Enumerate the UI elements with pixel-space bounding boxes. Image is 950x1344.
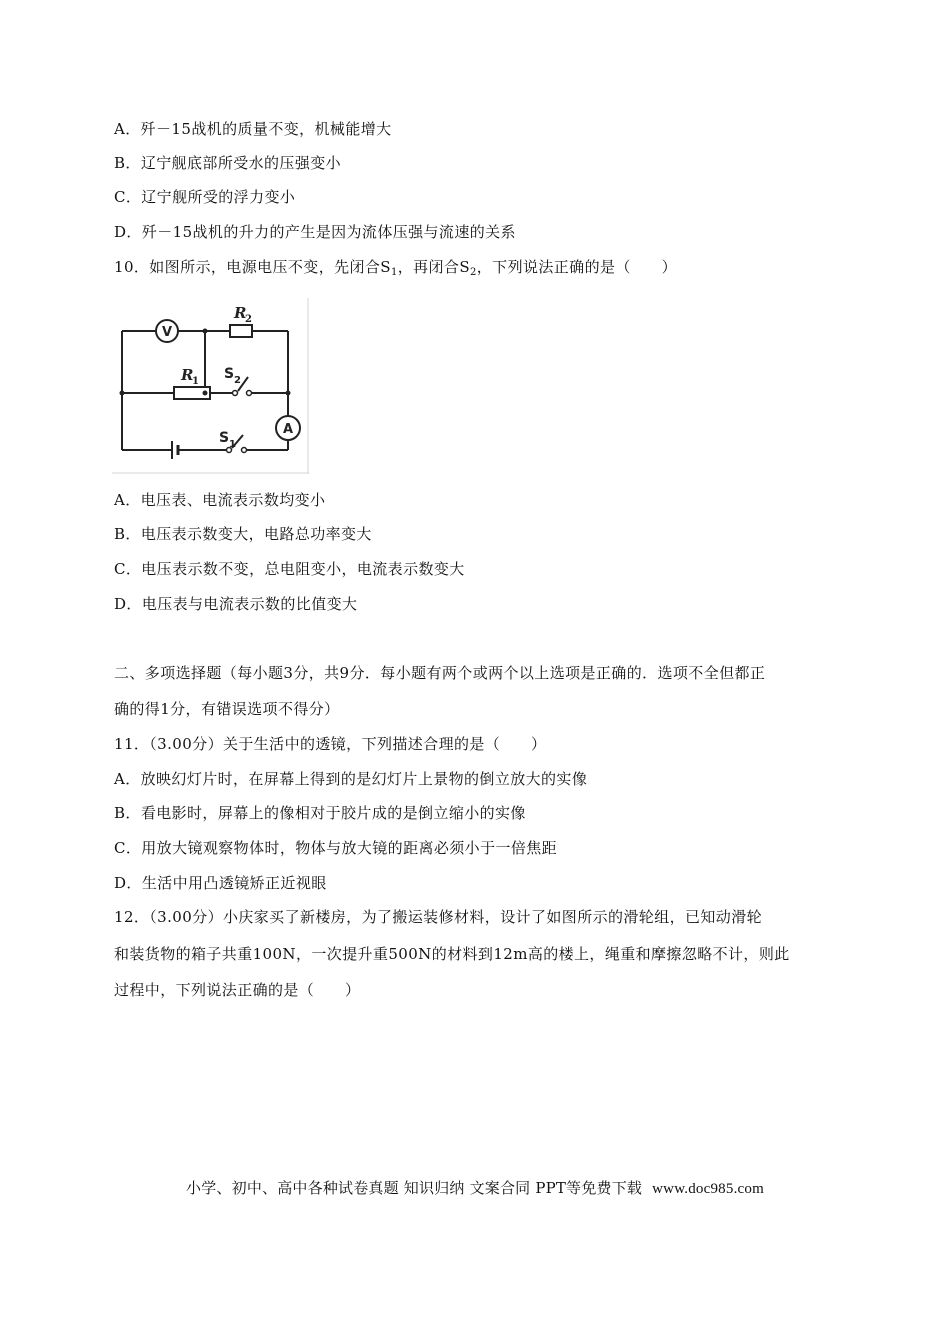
resistor-r2: [230, 325, 252, 337]
circuit-diagram: [112, 298, 309, 474]
q10-option-b: B．电压表示数变大，电路总功率变大: [114, 525, 372, 543]
q11-option-d: D．生活中用凸透镜矫正近视眼: [114, 874, 327, 892]
question-12-line-1: 12．（3.00分）小庆家买了新楼房，为了搬运装修材料，设计了如图所示的滑轮组，已知动滑轮: [114, 908, 762, 926]
section-2-heading-line-1: 二、多项选择题（每小题3分，共9分．每小题有两个或两个以上选项是正确的．选项不全但都正: [114, 664, 766, 682]
r1-subscript: 1: [192, 376, 199, 387]
q10-option-a: A．电压表、电流表示数均变小: [114, 491, 326, 509]
s2-label: S: [224, 366, 235, 382]
page-footer: [0, 1177, 950, 1198]
q10-option-c: C．电压表示数不变，总电阻变小，电流表示数变大: [114, 560, 465, 578]
section-2-heading-line-2: 确的得1分，有错误选项不得分）: [114, 700, 340, 718]
junction-left: [120, 391, 125, 396]
q11-option-a: A．放映幻灯片时，在屏幕上得到的是幻灯片上景物的倒立放大的实像: [114, 770, 588, 788]
q11-option-b: B．看电影时，屏幕上的像相对于胶片成的是倒立缩小的实像: [114, 804, 526, 822]
junction-top: [203, 329, 208, 334]
option-prev-d: D．歼－15战机的升力的产生是因为流体压强与流速的关系: [114, 223, 516, 241]
option-prev-c: C．辽宁舰所受的浮力变小: [114, 188, 296, 206]
s2-subscript: 2: [234, 375, 241, 386]
q10-stem-mid: ，再闭合S: [397, 258, 471, 276]
voltmeter-label: V: [161, 325, 173, 340]
question-11-stem: 11．（3.00分）关于生活中的透镜，下列描述合理的是（ ）: [114, 735, 547, 753]
question-10-stem: [114, 257, 677, 283]
r1-label: R: [181, 366, 194, 384]
footer-text: 小学、初中、高中各种试卷真题 知识归纳 文案合同 PPT等免费下载: [186, 1179, 643, 1197]
option-prev-b: B．辽宁舰底部所受水的压强变小: [114, 154, 342, 172]
s1-subscript: 1: [229, 439, 236, 450]
junction-right: [286, 391, 291, 396]
r2-label: R: [234, 304, 247, 322]
q10-option-d: D．电压表与电流表示数的比值变大: [114, 595, 358, 613]
q10-sub-1: 1: [390, 267, 398, 278]
s1-label: S: [219, 430, 230, 446]
question-12-line-2: 和装货物的箱子共重100N，一次提升重500N的材料到12m高的楼上，绳重和摩擦忽略不计，则此: [114, 945, 790, 963]
ammeter-label: A: [282, 422, 294, 437]
junction-middle: [203, 391, 208, 396]
switch-s1-right-terminal: [242, 448, 247, 453]
q10-sub-2: 2: [470, 267, 477, 278]
option-prev-a: A．歼－15战机的质量不变，机械能增大: [114, 120, 392, 138]
r2-subscript: 2: [245, 314, 252, 325]
q10-stem-pre: 10．如图所示，电源电压不变，先闭合S: [114, 258, 391, 276]
switch-s2-left-terminal: [233, 391, 238, 396]
q11-option-c: C．用放大镜观察物体时，物体与放大镜的距离必须小于一倍焦距: [114, 839, 558, 857]
footer-url[interactable]: www.doc985.com: [652, 1181, 764, 1197]
q10-stem-post: ，下列说法正确的是（ ）: [476, 258, 677, 276]
question-12-line-3: 过程中，下列说法正确的是（ ）: [114, 981, 361, 999]
switch-s2-right-terminal: [247, 391, 252, 396]
